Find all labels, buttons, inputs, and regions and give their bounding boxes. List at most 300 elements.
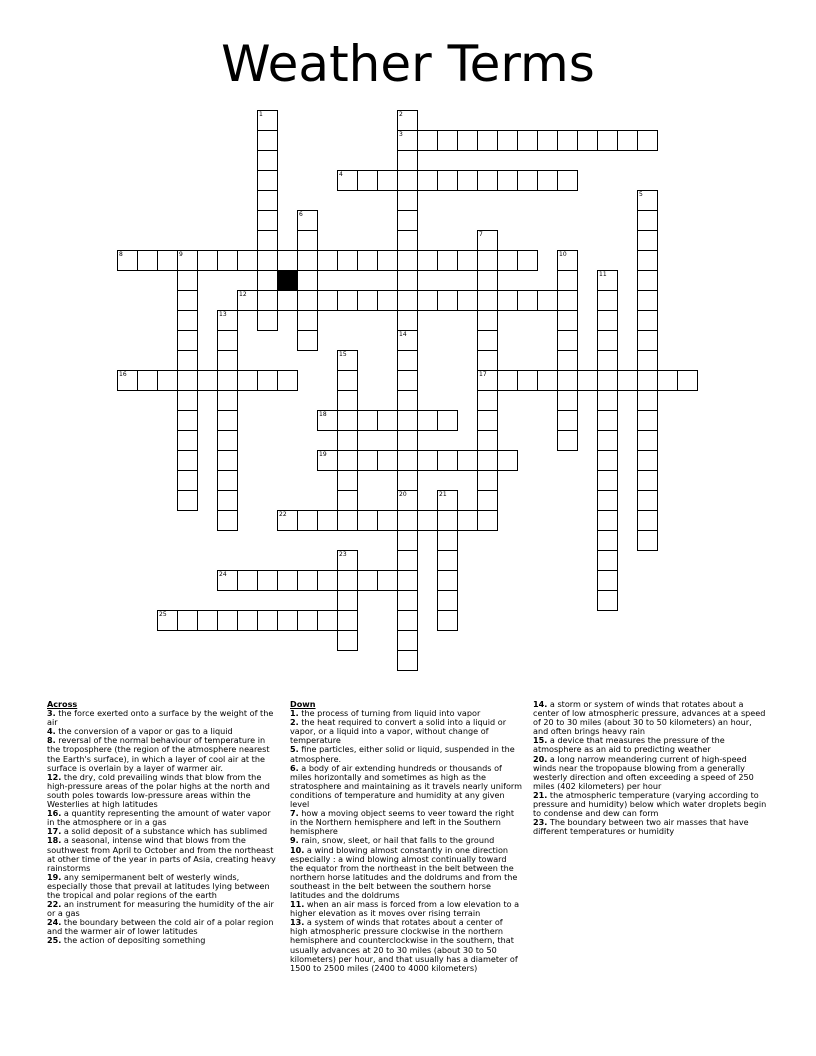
grid-cell[interactable]: [437, 450, 458, 471]
grid-cell[interactable]: [557, 350, 578, 371]
grid-cell[interactable]: [457, 510, 478, 531]
clue-text: when an air mass is forced from a low elevation to a higher elevation as it moves over rising terrain: [290, 899, 520, 919]
grid-cell[interactable]: [137, 250, 158, 271]
grid-cell[interactable]: [477, 290, 498, 311]
clue-number: 13.: [290, 917, 305, 928]
clue-text: the heat required to convert a solid into a liquid or vapor, or a liquid into a vapor, without change of temperature: [290, 717, 507, 746]
grid-cell[interactable]: [457, 130, 478, 151]
grid-cell[interactable]: [637, 310, 658, 331]
grid-cell[interactable]: [337, 570, 358, 591]
grid-cell[interactable]: [237, 570, 258, 591]
grid-cell[interactable]: [297, 310, 318, 331]
grid-cell[interactable]: [257, 270, 278, 291]
grid-cell[interactable]: [437, 550, 458, 571]
grid-cell[interactable]: [337, 630, 358, 651]
grid-cell[interactable]: [257, 610, 278, 631]
grid-cell[interactable]: [657, 370, 678, 391]
grid-cell[interactable]: [397, 410, 418, 431]
grid-cell[interactable]: [357, 570, 378, 591]
grid-cell[interactable]: [357, 250, 378, 271]
grid-cell[interactable]: [237, 610, 258, 631]
grid-cell[interactable]: [557, 390, 578, 411]
grid-cell[interactable]: [637, 350, 658, 371]
grid-cell[interactable]: [297, 250, 318, 271]
grid-cell[interactable]: [517, 250, 538, 271]
grid-cell[interactable]: [417, 250, 438, 271]
grid-cell[interactable]: [337, 450, 358, 471]
grid-cell[interactable]: [437, 610, 458, 631]
grid-cell[interactable]: [597, 350, 618, 371]
grid-cell[interactable]: [397, 270, 418, 291]
grid-cell[interactable]: [517, 370, 538, 391]
down-clues: [290, 700, 522, 973]
grid-cell[interactable]: [637, 530, 658, 551]
grid-cell[interactable]: [597, 370, 618, 391]
grid-cell[interactable]: [377, 410, 398, 431]
grid-cell[interactable]: [477, 350, 498, 371]
grid-cell[interactable]: [597, 290, 618, 311]
grid-cell[interactable]: [397, 230, 418, 251]
grid-cell[interactable]: [497, 130, 518, 151]
clue-text: The boundary between two air masses that have different temperatures or humidity: [533, 817, 749, 837]
grid-cell[interactable]: [437, 250, 458, 271]
clue-number: 21: [439, 491, 447, 498]
grid-cell[interactable]: [597, 530, 618, 551]
grid-cell[interactable]: [637, 450, 658, 471]
grid-cell[interactable]: [317, 410, 338, 431]
grid-cell[interactable]: [417, 450, 438, 471]
grid-cell[interactable]: [357, 410, 378, 431]
grid-cell[interactable]: [397, 610, 418, 631]
grid-cell[interactable]: [277, 510, 298, 531]
across-clue: [47, 709, 279, 727]
grid-cell[interactable]: [337, 370, 358, 391]
grid-cell[interactable]: [397, 490, 418, 511]
grid-cell[interactable]: [217, 450, 238, 471]
grid-cell[interactable]: [537, 170, 558, 191]
grid-cell[interactable]: [597, 510, 618, 531]
grid-cell[interactable]: [397, 190, 418, 211]
grid-cell[interactable]: [137, 370, 158, 391]
grid-cell[interactable]: [177, 330, 198, 351]
grid-cell[interactable]: [157, 610, 178, 631]
grid-cell[interactable]: [557, 430, 578, 451]
grid-cell[interactable]: [157, 370, 178, 391]
grid-cell[interactable]: [277, 610, 298, 631]
grid-cell[interactable]: [477, 250, 498, 271]
grid-cell[interactable]: [397, 450, 418, 471]
grid-cell[interactable]: [397, 310, 418, 331]
grid-cell[interactable]: [257, 110, 278, 131]
grid-cell[interactable]: [437, 510, 458, 531]
clue-number: 23.: [533, 817, 548, 828]
grid-cell[interactable]: [537, 130, 558, 151]
clue-number: 2.: [290, 717, 299, 728]
grid-cell[interactable]: [177, 310, 198, 331]
across-clue: [47, 736, 279, 772]
grid-cell[interactable]: [297, 210, 318, 231]
grid-cell[interactable]: [417, 130, 438, 151]
grid-cell[interactable]: [497, 290, 518, 311]
grid-cell[interactable]: [597, 490, 618, 511]
grid-cell[interactable]: [397, 330, 418, 351]
grid-cell[interactable]: [457, 170, 478, 191]
grid-cell[interactable]: [637, 230, 658, 251]
grid-cell[interactable]: [577, 130, 598, 151]
grid-cell[interactable]: [557, 130, 578, 151]
grid-cell[interactable]: [337, 470, 358, 491]
clue-number: 18: [319, 411, 327, 418]
grid-cell[interactable]: [257, 130, 278, 151]
grid-cell[interactable]: [437, 590, 458, 611]
clue-number: 11.: [290, 899, 305, 910]
across-clue: [47, 836, 279, 872]
grid-cell[interactable]: [557, 410, 578, 431]
grid-cell[interactable]: [597, 550, 618, 571]
grid-cell[interactable]: [177, 430, 198, 451]
grid-cell[interactable]: [297, 290, 318, 311]
grid-cell[interactable]: [357, 290, 378, 311]
grid-cell[interactable]: [217, 250, 238, 271]
grid-cell[interactable]: [477, 230, 498, 251]
clue-number: 24.: [47, 917, 62, 928]
grid-cell[interactable]: [637, 430, 658, 451]
clue-text: a body of air extending hundreds or thousands of miles horizontally and sometimes as high as the stratosphere and maintaining as it travels nearly uniform conditions of temperature and humidity at any given level: [290, 762, 522, 810]
grid-cell[interactable]: [237, 290, 258, 311]
grid-cell[interactable]: [477, 450, 498, 471]
grid-cell[interactable]: [297, 270, 318, 291]
grid-cell[interactable]: [497, 170, 518, 191]
grid-cell[interactable]: [557, 170, 578, 191]
grid-cell[interactable]: [397, 510, 418, 531]
grid-cell[interactable]: [397, 210, 418, 231]
grid-cell[interactable]: [397, 250, 418, 271]
grid-cell[interactable]: [437, 490, 458, 511]
grid-cell[interactable]: [177, 250, 198, 271]
grid-cell[interactable]: [597, 470, 618, 491]
grid-cell[interactable]: [637, 510, 658, 531]
clue-number: 8: [119, 251, 123, 258]
grid-cell[interactable]: [277, 370, 298, 391]
grid-cell[interactable]: [177, 490, 198, 511]
grid-cell[interactable]: [257, 170, 278, 191]
grid-cell[interactable]: [637, 190, 658, 211]
grid-cell[interactable]: [217, 310, 238, 331]
clue-text: an instrument for measuring the humidity of the air or a gas: [47, 899, 274, 919]
grid-cell[interactable]: [377, 170, 398, 191]
grid-cell[interactable]: [177, 610, 198, 631]
grid-cell[interactable]: [517, 170, 538, 191]
grid-cell[interactable]: [357, 450, 378, 471]
grid-cell[interactable]: [637, 330, 658, 351]
grid-cell[interactable]: [197, 370, 218, 391]
grid-cell[interactable]: [597, 430, 618, 451]
grid-cell[interactable]: [437, 290, 458, 311]
grid-cell[interactable]: [497, 370, 518, 391]
clue-number: 20.: [533, 753, 548, 764]
clue-number: 19.: [47, 871, 62, 882]
grid-cell[interactable]: [397, 630, 418, 651]
grid-cell[interactable]: [397, 110, 418, 131]
grid-cell[interactable]: [397, 150, 418, 171]
grid-cell[interactable]: [597, 270, 618, 291]
clue-number: 17.: [47, 826, 62, 837]
grid-cell[interactable]: [357, 510, 378, 531]
grid-cell[interactable]: [257, 290, 278, 311]
down-clue: [533, 700, 768, 736]
grid-cell[interactable]: [557, 250, 578, 271]
grid-cell[interactable]: [217, 610, 238, 631]
grid-cell[interactable]: [257, 370, 278, 391]
clue-number: 3.: [47, 708, 56, 719]
grid-cell[interactable]: [217, 370, 238, 391]
grid-cell[interactable]: [297, 570, 318, 591]
grid-cell[interactable]: [477, 490, 498, 511]
grid-cell[interactable]: [217, 470, 238, 491]
grid-cell[interactable]: [637, 130, 658, 151]
grid-cell[interactable]: [297, 510, 318, 531]
grid-cell[interactable]: [677, 370, 698, 391]
grid-cell[interactable]: [257, 190, 278, 211]
grid-cell[interactable]: [177, 350, 198, 371]
grid-cell[interactable]: [217, 330, 238, 351]
grid-cell[interactable]: [477, 410, 498, 431]
grid-cell[interactable]: [517, 130, 538, 151]
grid-cell[interactable]: [337, 590, 358, 611]
grid-cell[interactable]: [437, 130, 458, 151]
grid-cell[interactable]: [617, 130, 638, 151]
grid-cell[interactable]: [397, 170, 418, 191]
clue-number: 1.: [290, 708, 299, 719]
grid-cell[interactable]: [217, 410, 238, 431]
grid-cell[interactable]: [117, 370, 138, 391]
grid-cell[interactable]: [177, 390, 198, 411]
clue-number: 22: [279, 511, 287, 518]
grid-cell[interactable]: [377, 250, 398, 271]
grid-cell[interactable]: [637, 210, 658, 231]
grid-cell[interactable]: [317, 290, 338, 311]
grid-cell[interactable]: [397, 650, 418, 671]
grid-cell[interactable]: [177, 450, 198, 471]
grid-cell[interactable]: [397, 390, 418, 411]
grid-cell[interactable]: [557, 310, 578, 331]
grid-cell[interactable]: [177, 410, 198, 431]
grid-cell[interactable]: [317, 250, 338, 271]
grid-cell[interactable]: [397, 550, 418, 571]
grid-cell[interactable]: [477, 270, 498, 291]
clue-number: 16: [119, 371, 127, 378]
grid-cell[interactable]: [237, 250, 258, 271]
grid-cell[interactable]: [397, 430, 418, 451]
grid-cell[interactable]: [597, 590, 618, 611]
grid-cell[interactable]: [157, 250, 178, 271]
clue-number: 9.: [290, 835, 299, 846]
grid-cell[interactable]: [277, 570, 298, 591]
grid-cell[interactable]: [177, 290, 198, 311]
grid-cell[interactable]: [377, 570, 398, 591]
grid-cell[interactable]: [437, 410, 458, 431]
clue-number: 22.: [47, 899, 62, 910]
grid-cell[interactable]: [337, 510, 358, 531]
grid-cell[interactable]: [597, 390, 618, 411]
grid-cell[interactable]: [417, 510, 438, 531]
grid-cell[interactable]: [417, 170, 438, 191]
grid-cell[interactable]: [277, 250, 298, 271]
grid-cell[interactable]: [217, 350, 238, 371]
clue-number: 6: [299, 211, 303, 218]
grid-cell[interactable]: [177, 470, 198, 491]
grid-cell[interactable]: [477, 170, 498, 191]
grid-cell[interactable]: [277, 290, 298, 311]
grid-cell[interactable]: [637, 370, 658, 391]
grid-cell[interactable]: [297, 330, 318, 351]
grid-cell[interactable]: [637, 410, 658, 431]
clue-text: fine particles, either solid or liquid, suspended in the atmosphere.: [290, 744, 515, 764]
grid-cell[interactable]: [557, 330, 578, 351]
grid-cell[interactable]: [317, 510, 338, 531]
grid-cell[interactable]: [217, 490, 238, 511]
grid-cell[interactable]: [257, 150, 278, 171]
grid-cell[interactable]: [217, 430, 238, 451]
grid-cell[interactable]: [397, 130, 418, 151]
grid-cell[interactable]: [637, 470, 658, 491]
grid-cell[interactable]: [597, 410, 618, 431]
grid-cell[interactable]: [497, 450, 518, 471]
clue-number: 6.: [290, 762, 299, 773]
grid-cell[interactable]: [397, 290, 418, 311]
grid-cell[interactable]: [177, 370, 198, 391]
grid-cell[interactable]: [557, 370, 578, 391]
grid-cell[interactable]: [337, 550, 358, 571]
grid-cell[interactable]: [257, 310, 278, 331]
clue-number: 1: [259, 111, 263, 118]
grid-cell[interactable]: [337, 350, 358, 371]
grid-cell[interactable]: [257, 230, 278, 251]
across-clue: [47, 900, 279, 918]
grid-cell[interactable]: [257, 250, 278, 271]
grid-cell[interactable]: [597, 310, 618, 331]
grid-cell[interactable]: [597, 130, 618, 151]
across-clues: [47, 700, 279, 946]
grid-cell[interactable]: [637, 490, 658, 511]
grid-cell[interactable]: [557, 290, 578, 311]
across-clue: [47, 918, 279, 936]
clue-text: rain, snow, sleet, or hail that falls to the ground: [298, 835, 495, 846]
grid-cell[interactable]: [477, 310, 498, 331]
grid-cell[interactable]: [477, 130, 498, 151]
grid-cell[interactable]: [537, 290, 558, 311]
grid-cell[interactable]: [237, 370, 258, 391]
grid-cell[interactable]: [197, 250, 218, 271]
grid-cell[interactable]: [397, 530, 418, 551]
grid-cell[interactable]: [397, 590, 418, 611]
clue-number: 17: [479, 371, 487, 378]
grid-cell[interactable]: [597, 450, 618, 471]
grid-cell[interactable]: [477, 470, 498, 491]
grid-cell[interactable]: [317, 450, 338, 471]
grid-cell[interactable]: [457, 250, 478, 271]
across-clue: [47, 873, 279, 900]
grid-cell[interactable]: [337, 610, 358, 631]
grid-cell[interactable]: [597, 330, 618, 351]
grid-cell[interactable]: [337, 390, 358, 411]
grid-cell[interactable]: [537, 370, 558, 391]
clue-text: the conversion of a vapor or gas to a liquid: [55, 726, 233, 737]
grid-cell[interactable]: [317, 570, 338, 591]
grid-cell[interactable]: [337, 170, 358, 191]
grid-cell[interactable]: [337, 490, 358, 511]
grid-cell[interactable]: [217, 390, 238, 411]
grid-cell[interactable]: [597, 570, 618, 591]
grid-cell[interactable]: [477, 390, 498, 411]
grid-cell[interactable]: [377, 290, 398, 311]
grid-cell[interactable]: [637, 250, 658, 271]
clue-text: how a moving object seems to veer toward the right in the Northern hemisphere and left in the Southern hemisphere: [290, 808, 514, 837]
grid-cell[interactable]: [617, 370, 638, 391]
grid-cell[interactable]: [377, 510, 398, 531]
grid-cell[interactable]: [117, 250, 138, 271]
grid-cell[interactable]: [517, 290, 538, 311]
grid-cell[interactable]: [417, 410, 438, 431]
grid-cell[interactable]: [457, 450, 478, 471]
grid-cell[interactable]: [377, 450, 398, 471]
grid-cell[interactable]: [437, 570, 458, 591]
grid-cell[interactable]: [397, 570, 418, 591]
grid-cell[interactable]: [257, 210, 278, 231]
grid-cell[interactable]: [557, 270, 578, 291]
grid-cell[interactable]: [337, 290, 358, 311]
grid-cell[interactable]: [637, 390, 658, 411]
grid-cell[interactable]: [397, 350, 418, 371]
grid-cell[interactable]: [337, 410, 358, 431]
grid-cell[interactable]: [337, 250, 358, 271]
grid-cell[interactable]: [437, 170, 458, 191]
grid-cell[interactable]: [397, 470, 418, 491]
clue-number: 4: [339, 171, 343, 178]
grid-cell[interactable]: [497, 250, 518, 271]
grid-cell[interactable]: [477, 430, 498, 451]
grid-cell[interactable]: [417, 290, 438, 311]
grid-cell[interactable]: [637, 290, 658, 311]
grid-cell[interactable]: [357, 170, 378, 191]
grid-cell[interactable]: [477, 370, 498, 391]
clue-text: reversal of the normal behaviour of temperature in the troposphere (the region of the atmosphere nearest the Earth's surface), in which a layer of cool air at the surface is overlain by a layer of warmer air.: [47, 735, 270, 773]
grid-cell[interactable]: [197, 610, 218, 631]
grid-cell[interactable]: [477, 510, 498, 531]
grid-cell[interactable]: [177, 270, 198, 291]
grid-cell[interactable]: [337, 430, 358, 451]
clue-text: a storm or system of winds that rotates about a center of low atmospheric pressure, advances at a speed of 20 to 30 miles (about 30 to 50 kilometers) an hour, and often brings heavy rain: [533, 699, 766, 737]
clue-text: a solid deposit of a substance which has sublimed: [61, 826, 268, 837]
clue-number: 3: [399, 131, 403, 138]
grid-cell[interactable]: [317, 610, 338, 631]
clue-number: 10: [559, 251, 567, 258]
grid-cell[interactable]: [217, 510, 238, 531]
grid-cell[interactable]: [257, 570, 278, 591]
grid-cell[interactable]: [437, 530, 458, 551]
grid-cell[interactable]: [397, 370, 418, 391]
grid-cell[interactable]: [297, 230, 318, 251]
clue-text: a system of winds that rotates about a center of high atmospheric pressure clockwise in the northern hemisphere and counterclockwise in the southern, that usually advances at 20 to 30 miles (about 30 to 50 kilometers) per hour, and that usually has a diameter of 1500 to 2500 miles (2400 to 4000 kilometers): [290, 917, 518, 973]
grid-cell[interactable]: [637, 270, 658, 291]
grid-cell[interactable]: [457, 290, 478, 311]
grid-cell[interactable]: [217, 570, 238, 591]
clue-text: the process of turning from liquid into vapor: [298, 708, 481, 719]
grid-cell[interactable]: [577, 370, 598, 391]
grid-cell[interactable]: [297, 610, 318, 631]
clue-number: 5: [639, 191, 643, 198]
grid-cell[interactable]: [477, 330, 498, 351]
